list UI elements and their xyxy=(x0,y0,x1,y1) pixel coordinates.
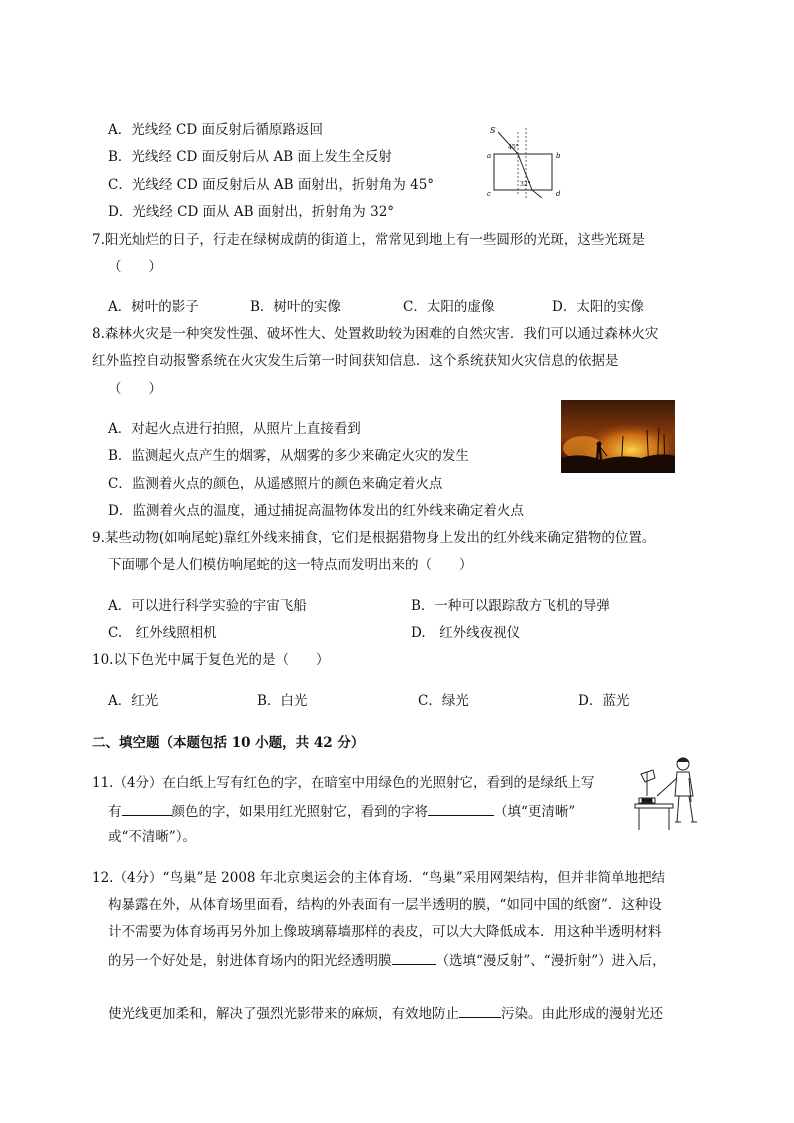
q10-option-b: B．白光 xyxy=(257,693,308,709)
q10-option-d: D．蓝光 xyxy=(578,693,630,709)
q7-option-a: A．树叶的影子 xyxy=(108,299,199,315)
figure-label-s: S xyxy=(490,126,496,135)
figure-label-a: a xyxy=(487,152,492,160)
figure-angle-45: 45° xyxy=(508,144,519,151)
forest-fire-photo xyxy=(561,400,675,473)
q12-stem-line1: 12.（4分）“鸟巢”是 2008 年北京奥运会的主体育场．“鸟巢”采用网架结构，但并非简单地把结 xyxy=(92,870,666,886)
q6-option-b: B．光线经 CD 面反射后从 AB 面上发生全反射 xyxy=(108,149,392,165)
q8-option-a: A．对起火点进行拍照，从照片上直接看到 xyxy=(108,421,361,437)
q12-text-c: 使光线更加柔和，解决了强烈光影带来的麻烦，有效地防止 xyxy=(108,1006,459,1022)
q8-option-d: D．监测着火点的温度，通过捕捉高温物体发出的红外线来确定着火点 xyxy=(108,503,524,519)
q12-blank-1[interactable] xyxy=(392,950,436,965)
q7-stem: 7.阳光灿烂的日子，行走在绿树成荫的街道上，常常见到地上有一些圆形的光斑，这些光斑是 xyxy=(92,232,645,248)
q10-stem: 10.以下色光中属于复色光的是（ ） xyxy=(92,652,330,668)
q7-option-b: B．树叶的实像 xyxy=(250,299,341,315)
q9-option-a: A．可以进行科学实验的宇宙飞船 xyxy=(108,598,307,614)
q6-option-a: A．光线经 CD 面反射后循原路返回 xyxy=(108,122,323,138)
section-heading-fill-in: 二、填空题（本题包括 10 小题，共 42 分） xyxy=(92,735,365,751)
q9-option-d: D. 红外线夜视仪 xyxy=(411,625,521,641)
q12-blank-2[interactable] xyxy=(459,1003,501,1018)
q11-text-c: （填“更清晰” xyxy=(494,804,576,820)
q11-blank-1[interactable] xyxy=(122,801,172,816)
q12-text-d: 污染。由此形成的漫射光还 xyxy=(501,1006,663,1022)
q7-option-d: D．太阳的实像 xyxy=(552,299,644,315)
q7-answer-paren: （ ） xyxy=(108,259,162,275)
figure-label-c: c xyxy=(487,190,491,198)
q6-refraction-figure xyxy=(484,124,574,204)
q11-blank-2[interactable] xyxy=(428,801,494,816)
q9-option-b: B．一种可以跟踪敌方飞机的导弹 xyxy=(411,598,610,614)
q7-option-c: C．太阳的虚像 xyxy=(403,299,495,315)
q11-text-b: 颜色的字，如果用红光照射它，看到的字将 xyxy=(171,804,428,820)
q12-stem-line4 xyxy=(108,950,666,970)
figure-label-b: b xyxy=(556,152,561,160)
q8-option-b: B．监测起火点产生的烟雾，从烟雾的多少来确定火灾的发生 xyxy=(108,448,469,464)
q9-option-c: C. 红外线照相机 xyxy=(108,625,217,641)
q12-text-b: （选填“漫反射”、“漫折射”）进入后， xyxy=(435,953,666,969)
q8-answer-paren: （ ） xyxy=(108,381,162,397)
figure-angle-32: 32° xyxy=(520,181,531,188)
q6-option-c: C．光线经 CD 面反射后从 AB 面射出，折射角为 45° xyxy=(108,177,435,193)
q10-option-a: A．红光 xyxy=(108,693,159,709)
q8-stem-line2: 红外监控自动报警系统在火灾发生后第一时间获知信息．这个系统获知火灾信息的依据是 xyxy=(92,353,619,369)
q11-stem-line1: 11.（4分）在白纸上写有红色的字，在暗室中用绿色的光照射它，看到的是绿纸上写 xyxy=(92,775,595,791)
q8-option-c: C．监测着火点的颜色，从遥感照片的颜色来确定着火点 xyxy=(108,476,443,492)
q6-option-d: D．光线经 CD 面从 AB 面射出，折射角为 32° xyxy=(108,204,395,220)
boy-with-lamp-illustration xyxy=(633,752,701,832)
q11-text-a: 有 xyxy=(108,804,122,820)
q11-stem-line2 xyxy=(108,801,575,821)
q8-stem-line1: 8.森林火灾是一种突发性强、破坏性大、处置救助较为困难的自然灾害．我们可以通过森林火灾 xyxy=(92,326,659,342)
q12-text-a: 的另一个好处是，射进体育场内的阳光经透明膜 xyxy=(108,953,392,969)
q10-option-c: C．绿光 xyxy=(418,693,469,709)
q12-stem-line2: 构暴露在外，从体育场里面看，结构的外表面有一层半透明的膜，“如同中国的纸窗”．这种设 xyxy=(108,897,662,913)
q11-stem-line3: 或“不清晰”）。 xyxy=(108,829,197,845)
q12-stem-line5 xyxy=(108,1003,663,1023)
figure-label-d: d xyxy=(556,190,561,198)
q9-stem-line2: 下面哪个是人们模仿响尾蛇的这一特点而发明出来的（ ） xyxy=(108,557,473,573)
q9-stem-line1: 9.某些动物(如响尾蛇)靠红外线来捕食，它们是根据猎物身上发出的红外线来确定猎物的位置。 xyxy=(92,530,656,546)
q12-stem-line3: 计不需要为体育场再另外加上像玻璃幕墙那样的表皮，可以大大降低成本．用这种半透明材料 xyxy=(108,924,662,940)
